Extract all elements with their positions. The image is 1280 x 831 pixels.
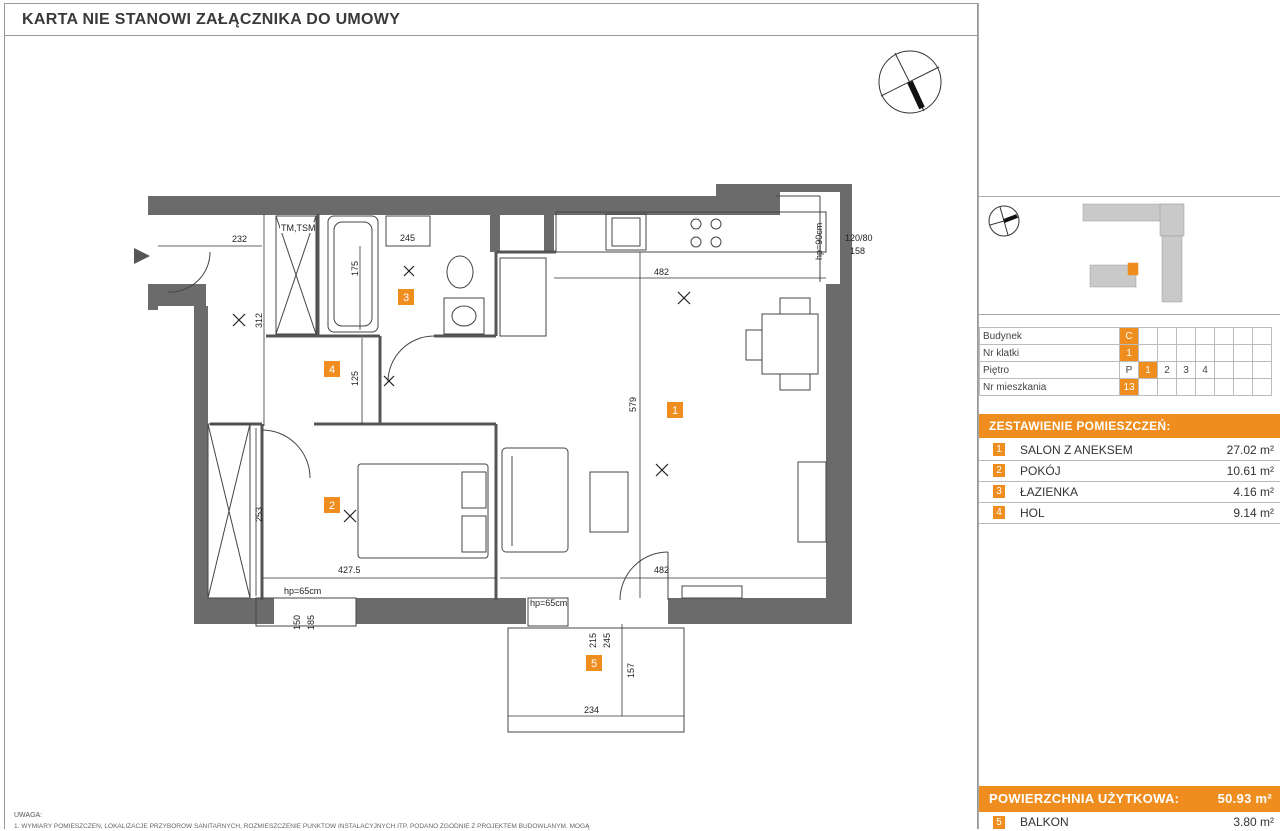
info-cell	[1139, 379, 1158, 396]
room-row-name: POKÓJ	[1020, 464, 1061, 478]
room-row-area: 4.16 m²	[1233, 485, 1274, 499]
dim-label: 245	[602, 632, 612, 648]
note-hp: hp=65cm	[284, 586, 322, 596]
walls	[148, 184, 852, 624]
info-cell	[1253, 379, 1272, 396]
note-hp: hp=65cm	[530, 598, 568, 608]
room-row-name: HOL	[1020, 506, 1045, 520]
balcony-area: 3.80 m²	[1233, 815, 1274, 829]
dim-label: 185	[306, 614, 316, 630]
note-hp: hp=90cm	[814, 222, 824, 260]
site-keymap	[1083, 204, 1184, 302]
info-cell	[1177, 345, 1196, 362]
room-number-4: 4	[328, 364, 336, 376]
rooms-summary-list	[979, 440, 1280, 524]
dim-label: 215	[588, 632, 598, 648]
room-row-area: 27.02 m²	[1226, 443, 1274, 457]
dim-label: 158	[850, 246, 866, 256]
dim-label: 175	[350, 260, 360, 276]
room-row-number: 1	[993, 443, 1005, 456]
door-swings	[168, 252, 668, 600]
info-cell: 13	[1120, 379, 1139, 396]
dimension-lines	[158, 214, 826, 716]
notes-text: 1. WYMIARY POMIESZCZEŃ, LOKALIZACJE PRZYBORÓW SANITARNYCH, ROZMIESZCZENIE PUNKTÓW INSTALACYJNYCH ITP. PODANO ZGODNIE Z PROJEKTEM BUDOWLANYM. MOGĄ	[14, 823, 590, 830]
rooms-summary-title: ZESTAWIENIE POMIESZCZEŃ:	[979, 414, 1280, 438]
info-cell: 1	[1120, 345, 1139, 362]
info-label: Nr klatki	[980, 345, 1120, 362]
info-label: Budynek	[980, 328, 1120, 345]
info-cell	[1177, 328, 1196, 345]
room-number-1: 1	[671, 405, 679, 417]
building-info-table	[979, 327, 1272, 396]
info-cell	[1234, 379, 1253, 396]
room-row-number: 4	[993, 506, 1005, 519]
dim-label: 125	[350, 370, 360, 386]
dim-label: 253	[254, 506, 264, 522]
fixtures	[208, 196, 826, 732]
info-cell: C	[1120, 328, 1139, 345]
info-cell	[1196, 328, 1215, 345]
dim-label: 232	[232, 234, 248, 244]
info-cell: 1	[1139, 362, 1158, 379]
entrance-arrow-icon	[134, 248, 150, 264]
info-cell	[1253, 362, 1272, 379]
dim-label: 150	[292, 614, 302, 630]
info-cell	[1177, 379, 1196, 396]
info-label: Piętro	[980, 362, 1120, 379]
balcony-row	[979, 813, 1280, 831]
info-row-pietro	[980, 362, 1272, 379]
info-cell: 4	[1196, 362, 1215, 379]
room-row	[979, 482, 1280, 503]
info-cell	[1234, 345, 1253, 362]
info-row-mieszkanie	[980, 379, 1272, 396]
room-row	[979, 503, 1280, 524]
room-number-2: 2	[328, 500, 336, 512]
partitions	[210, 214, 556, 600]
room-number-3: 3	[402, 292, 410, 304]
usable-area-value: 50.93 m²	[1217, 791, 1272, 806]
room-row	[979, 440, 1280, 461]
dim-label: 120/80	[845, 233, 873, 243]
small-compass-icon	[989, 206, 1019, 236]
info-row-klatka	[980, 345, 1272, 362]
balcony-number: 5	[993, 816, 1005, 829]
room-row-number: 3	[993, 485, 1005, 498]
info-cell	[1215, 328, 1234, 345]
info-label: Nr mieszkania	[980, 379, 1120, 396]
info-cell	[1158, 345, 1177, 362]
room-row-name: ŁAZIENKA	[1020, 485, 1079, 499]
info-cell	[1253, 345, 1272, 362]
info-cell	[1234, 328, 1253, 345]
dim-label: 579	[628, 396, 638, 412]
balcony-name: BALKON	[1020, 815, 1069, 829]
info-cell	[1234, 362, 1253, 379]
info-cell	[1139, 328, 1158, 345]
info-cell	[1215, 362, 1234, 379]
compass-icon	[879, 51, 941, 113]
dim-label: 427.5	[338, 565, 361, 575]
room-number-5: 5	[590, 658, 598, 670]
notes-label: UWAGA:	[14, 812, 43, 819]
room-row-area: 9.14 m²	[1233, 506, 1274, 520]
dim-label: 245	[400, 233, 416, 243]
info-cell	[1253, 328, 1272, 345]
dim-label: 234	[584, 705, 600, 715]
info-cell: 3	[1177, 362, 1196, 379]
dim-label: 482	[654, 565, 670, 575]
info-cell: P	[1120, 362, 1139, 379]
info-cell	[1139, 345, 1158, 362]
dim-label: 312	[254, 312, 264, 328]
info-cell	[1196, 379, 1215, 396]
usable-area-label: POWIERZCHNIA UŻYTKOWA:	[989, 791, 1180, 806]
info-row-budynek	[980, 328, 1272, 345]
page-title: KARTA NIE STANOWI ZAŁĄCZNIKA DO UMOWY	[22, 11, 401, 28]
room-row-number: 2	[993, 464, 1005, 477]
dim-label: 157	[626, 662, 636, 678]
info-cell	[1215, 345, 1234, 362]
info-cell	[1196, 345, 1215, 362]
room-row-area: 10.61 m²	[1226, 464, 1274, 478]
info-cell: 2	[1158, 362, 1177, 379]
dim-label: 482	[654, 267, 670, 277]
info-cell	[1158, 328, 1177, 345]
info-cell	[1215, 379, 1234, 396]
room-row-name: SALON Z ANEKSEM	[1020, 443, 1133, 457]
usable-area-bar	[979, 786, 1280, 812]
note-tm: TM,TSM	[281, 223, 316, 233]
info-cell	[1158, 379, 1177, 396]
room-row	[979, 461, 1280, 482]
